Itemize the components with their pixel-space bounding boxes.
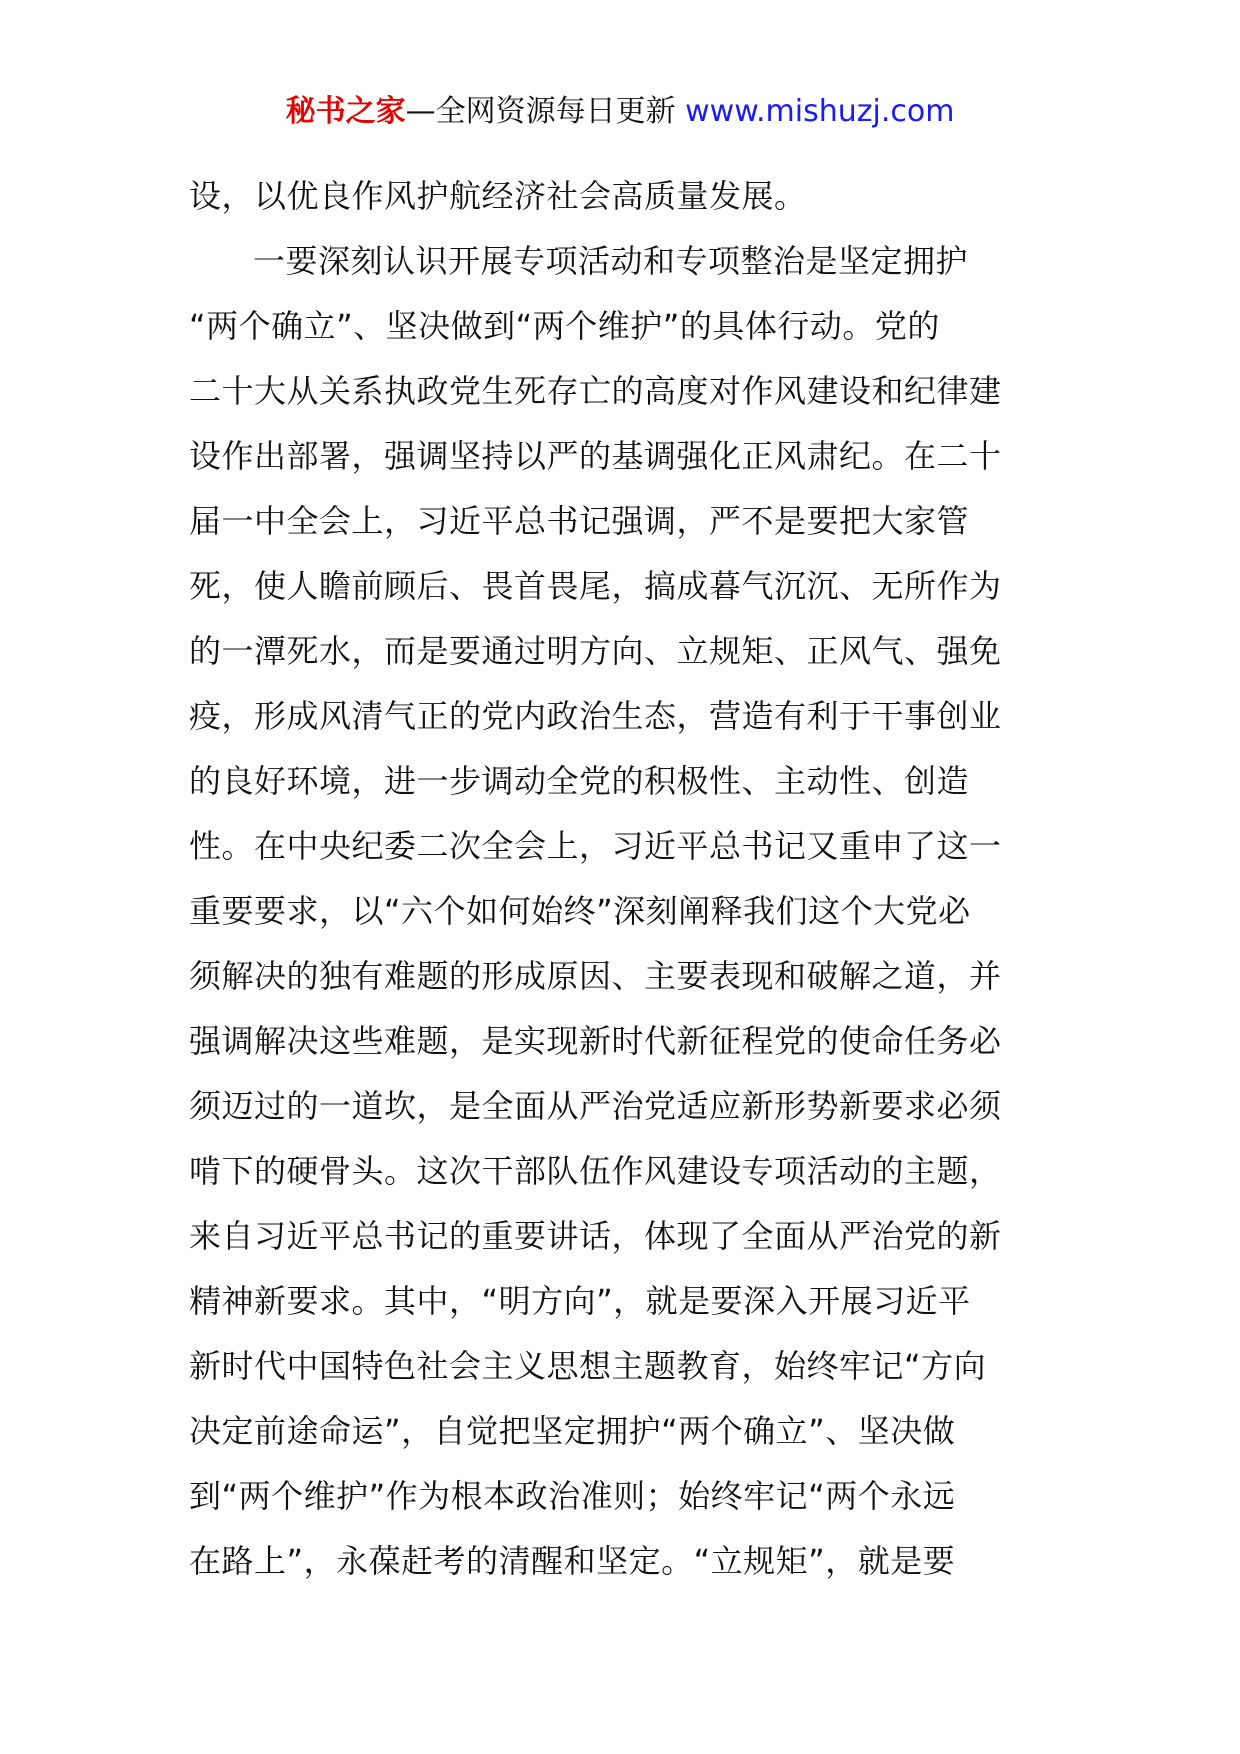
text-line: 精神新要求。其中，“明方向”，就是要深入开展习近平 xyxy=(189,1282,971,1320)
text-line: 到“两个维护”作为根本政治准则；始终牢记“两个永远 xyxy=(189,1477,956,1515)
text-line: 届一中全会上，习近平总书记强调，严不是要把大家管 xyxy=(189,502,970,540)
site-tagline: —全网资源每日更新 xyxy=(405,94,676,129)
text-line: 在路上”，永葆赶考的清醒和坚定。“立规矩”，就是要 xyxy=(189,1542,956,1580)
text-line: 须解决的独有难题的形成原因、主要表现和破解之道，并 xyxy=(189,957,1002,995)
text-line: 新时代中国特色社会主义思想主题教育，始终牢记“方向 xyxy=(189,1347,987,1385)
site-brand: 秘书之家 xyxy=(285,94,406,129)
site-url-link[interactable]: www.mishuzj.com xyxy=(685,94,955,129)
text-line: 设作出部署，强调坚持以严的基调强化正风肃纪。在二十 xyxy=(189,437,1002,475)
text-line: 疫，形成风清气正的党内政治生态，营造有利于干事创业 xyxy=(189,697,1002,735)
text-line: 决定前途命运”，自觉把坚定拥护“两个确立”、坚决做 xyxy=(189,1412,956,1450)
text-line: 来自习近平总书记的重要讲话，体现了全面从严治党的新 xyxy=(189,1217,1002,1255)
text-line: 死，使人瞻前顾后、畏首畏尾，搞成暮气沉沉、无所作为 xyxy=(189,567,1002,605)
text-line: 重要要求，以“六个如何始终”深刻阐释我们这个大党必 xyxy=(189,892,971,930)
text-line: 性。在中央纪委二次全会上，习近平总书记又重申了这一 xyxy=(189,827,1002,865)
document-body xyxy=(189,164,1055,1594)
text-line: “两个确立”、坚决做到“两个维护”的具体行动。党的 xyxy=(189,307,940,345)
text-line: 啃下的硬骨头。这次干部队伍作风建设专项活动的主题， xyxy=(189,1152,1002,1190)
text-line: 的良好环境，进一步调动全党的积极性、主动性、创造 xyxy=(189,762,970,800)
text-line: 强调解决这些难题，是实现新时代新征程党的使命任务必 xyxy=(189,1022,1002,1060)
text-line: 设，以优良作风护航经济社会高质量发展。 xyxy=(189,177,807,215)
text-line: 须迈过的一道坎，是全面从严治党适应新形势新要求必须 xyxy=(189,1087,1002,1125)
site-header xyxy=(0,92,1240,132)
text-line: 的一潭死水，而是要通过明方向、立规矩、正风气、强免 xyxy=(189,632,1002,670)
text-line: 二十大从关系执政党生死存亡的高度对作风建设和纪律建 xyxy=(189,372,1002,410)
paragraph-first-line: 一要深刻认识开展专项活动和专项整治是坚定拥护 xyxy=(253,242,969,280)
